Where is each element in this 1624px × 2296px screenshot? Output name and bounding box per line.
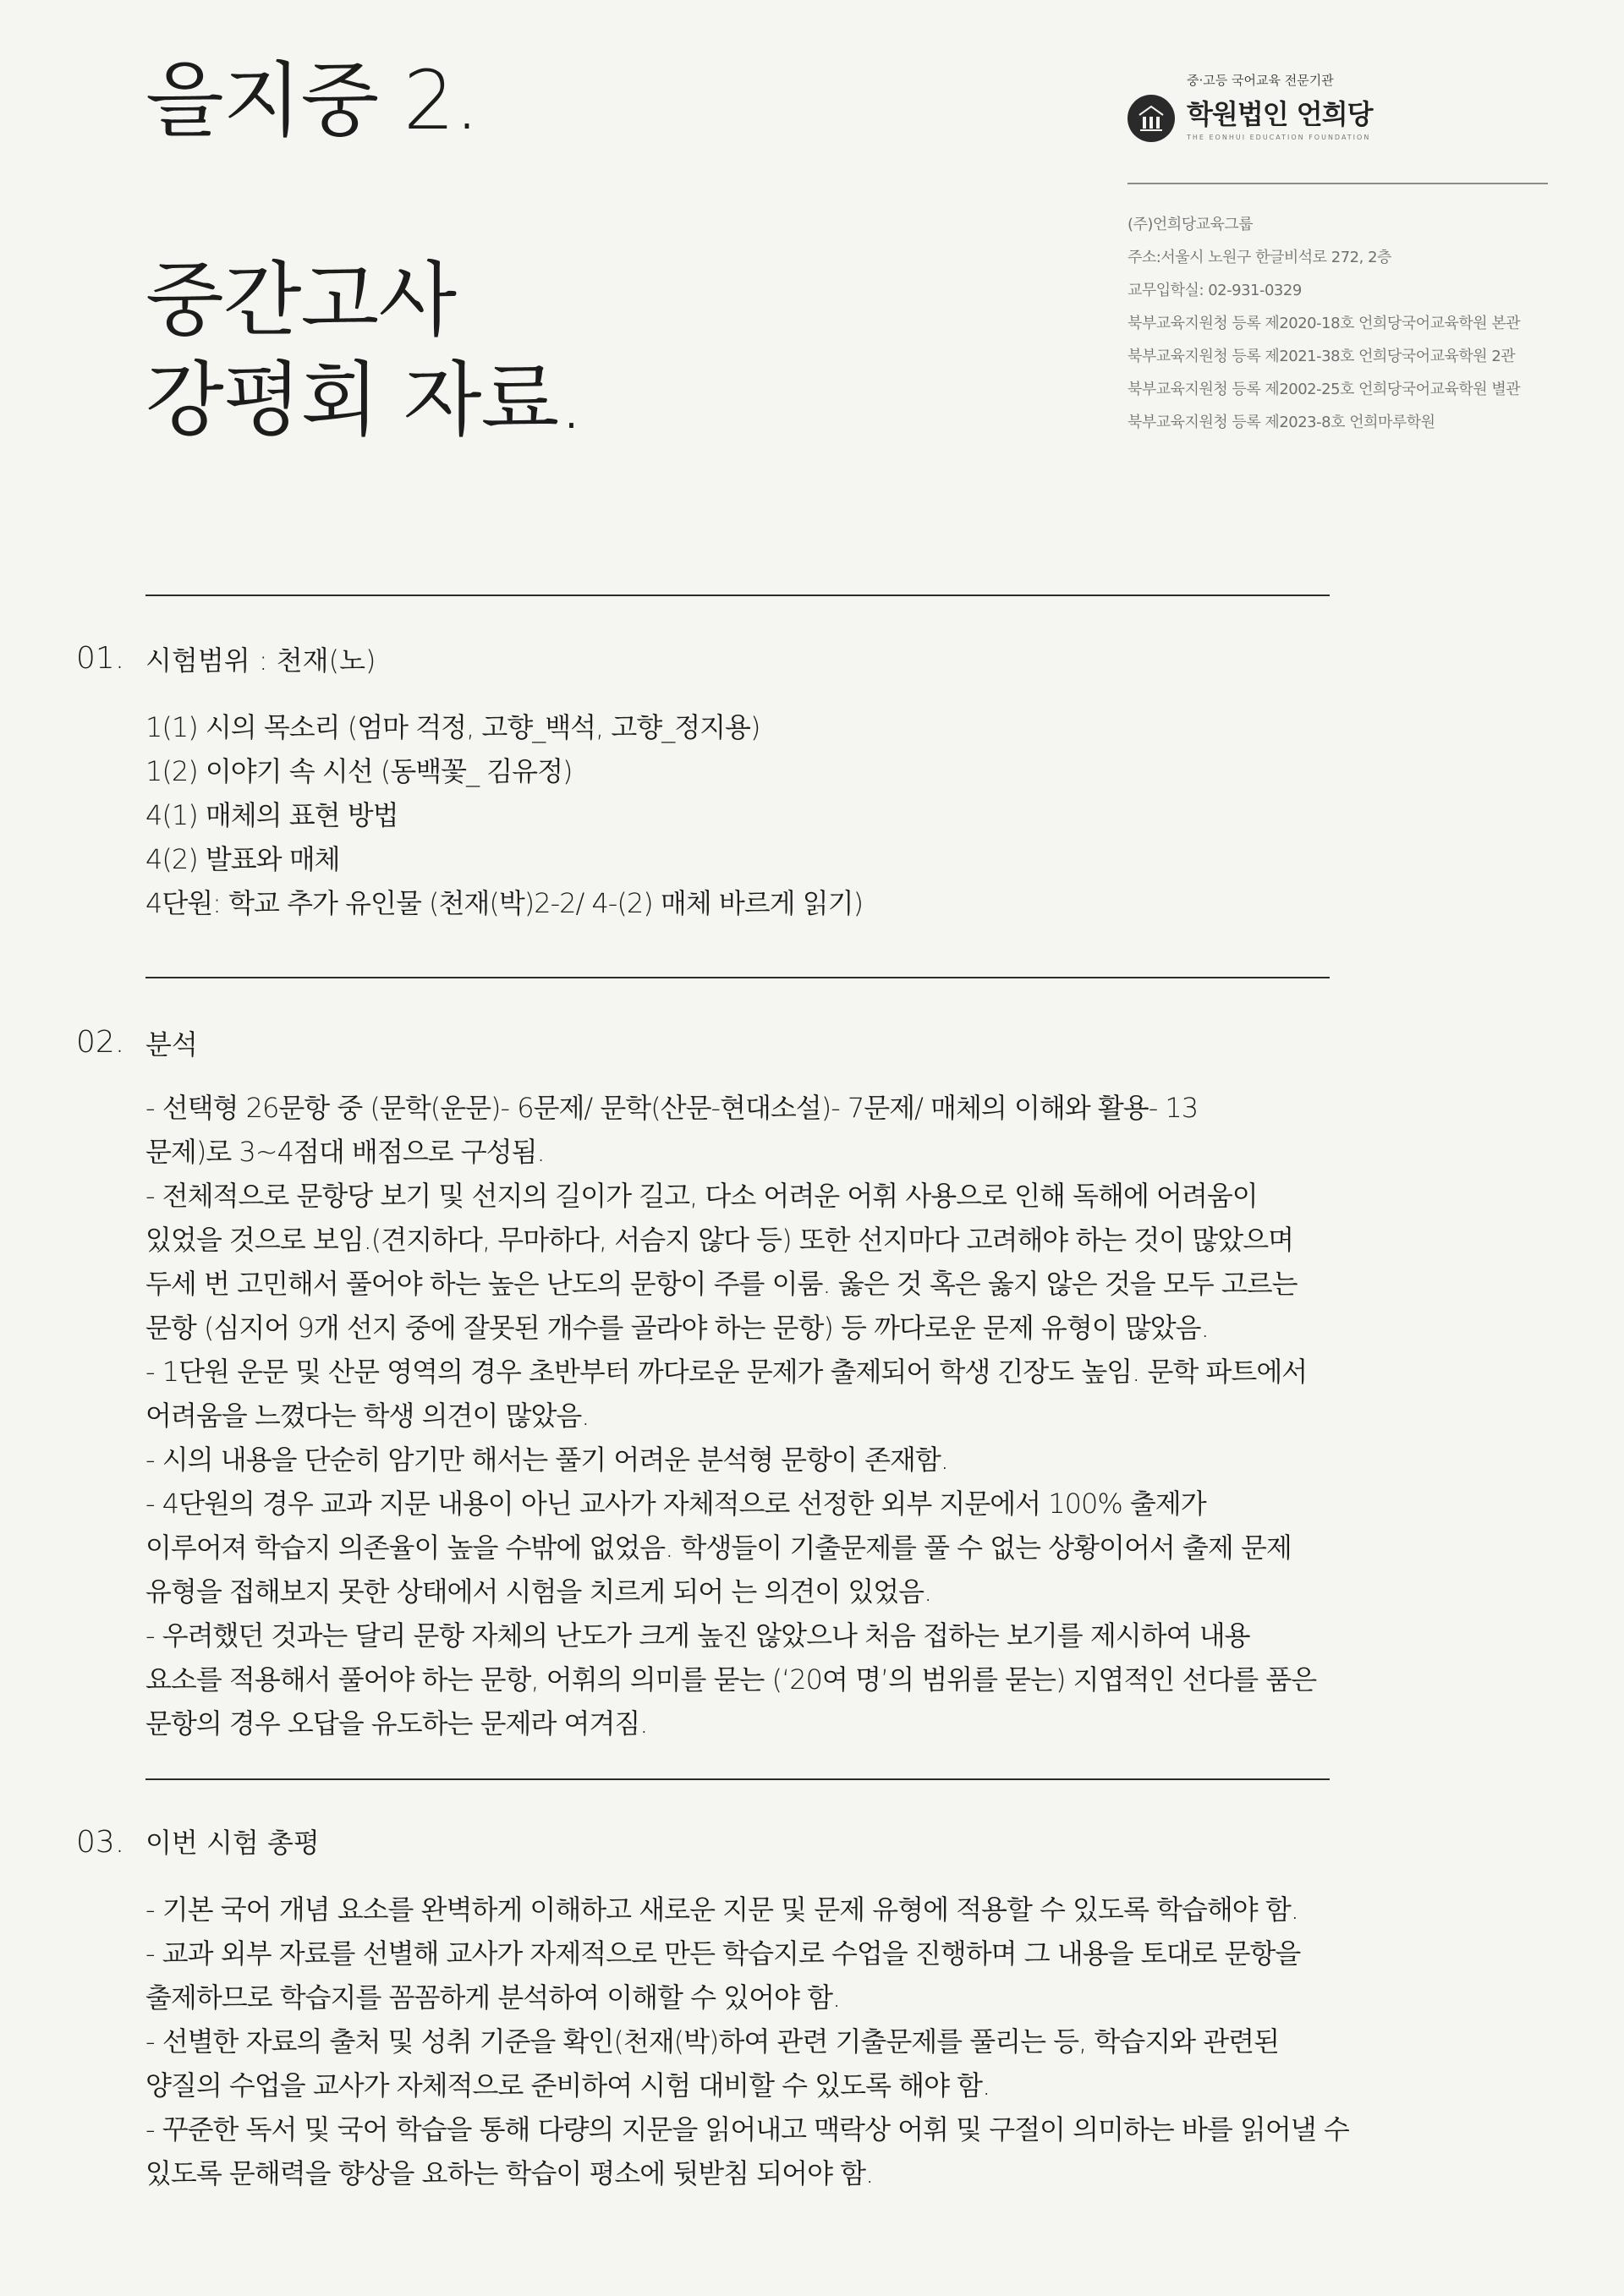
school-emblem-icon bbox=[1127, 95, 1175, 142]
section-number: 03. bbox=[76, 1825, 125, 1860]
list-item: - 선별한 자료의 출처 및 성취 기준을 확인(천재(박)하여 관련 기출문제를 풀리는 등, 학습지와 관련된 bbox=[145, 2025, 1279, 2058]
list-item: - 전체적으로 문항당 보기 및 선지의 길이가 길고, 다소 어려운 어휘 사용으로 인해 독해에 어려움이 bbox=[145, 1180, 1258, 1212]
logo-name: 학원법인 언희당 bbox=[1187, 98, 1373, 130]
list-item: 문항 (심지어 9개 선지 중에 잘못된 개수를 골라야 하는 문항) 등 까다로운 문제 유형이 많았음. bbox=[145, 1312, 1209, 1344]
section-divider bbox=[145, 977, 1330, 978]
list-item: 1(1) 시의 목소리 (엄마 걱정, 고향_백석, 고향_정지용) bbox=[145, 711, 760, 743]
section-number: 02. bbox=[76, 1025, 125, 1060]
emblem-building-icon bbox=[1134, 101, 1168, 135]
section-number: 01. bbox=[76, 641, 125, 676]
logo-subtitle: THE EONHUI EDUCATION FOUNDATION bbox=[1187, 134, 1371, 141]
info-line: 교무입학실: 02-931-0329 bbox=[1127, 282, 1302, 299]
info-line: 북부교육지원청 등록 제2002-25호 언희당국어교육학원 별관 bbox=[1127, 381, 1521, 398]
title-line-3: 강평회 자료. bbox=[145, 353, 584, 447]
exam-scope-list bbox=[145, 705, 1380, 925]
list-item: 양질의 수업을 교사가 자체적으로 준비하여 시험 대비할 수 있도록 해야 함. bbox=[145, 2069, 990, 2101]
list-item: 이루어져 학습지 의존율이 높을 수밖에 없었음. 학생들이 기출문제를 풀 수 없는 상황이어서 출제 문제 bbox=[145, 1532, 1292, 1564]
list-item: - 기본 국어 개념 요소를 완벽하게 이해하고 새로운 지문 및 문제 유형에 적용할 수 있도록 학습해야 함. bbox=[145, 1893, 1298, 1926]
list-item: 1(2) 이야기 속 시선 (동백꽃_ 김유정) bbox=[145, 755, 573, 787]
list-item: - 교과 외부 자료를 선별해 교사가 자제적으로 만든 학습지로 수업을 진행하며 그 내용을 토대로 문항을 bbox=[145, 1937, 1301, 1970]
list-item: 어려움을 느꼈다는 학생 의견이 많았음. bbox=[145, 1400, 590, 1432]
section-title: 분석 bbox=[145, 1028, 198, 1060]
list-item: 있도록 문해력을 향상을 요하는 학습이 평소에 뒷받침 되어야 함. bbox=[145, 2157, 874, 2189]
analysis-list bbox=[145, 1086, 1380, 1745]
section-divider bbox=[145, 1778, 1330, 1780]
list-item: 문항의 경우 오답을 유도하는 문제라 여겨짐. bbox=[145, 1707, 648, 1740]
info-line: 북부교육지원청 등록 제2021-38호 언희당국어교육학원 2관 bbox=[1127, 348, 1516, 365]
list-item: 두세 번 고민해서 풀어야 하는 높은 난도의 문항이 주를 이룸. 옳은 것 혹은 옳지 않은 것을 모두 고르는 bbox=[145, 1268, 1298, 1300]
company-info bbox=[1127, 208, 1601, 439]
list-item: 요소를 적용해서 풀어야 하는 문항, 어휘의 의미를 묻는 (‘20여 명’의 범위를 묻는) 지엽적인 선다를 품은 bbox=[145, 1663, 1317, 1696]
info-line: 북부교육지원청 등록 제2023-8호 언희마루학원 bbox=[1127, 414, 1435, 431]
summary-list bbox=[145, 1888, 1380, 2195]
section-title: 이번 시험 총평 bbox=[145, 1827, 320, 1859]
list-item: - 선택형 26문항 중 (문학(운문)- 6문제/ 문학(산문-현대소설)- 7문제/ 매체의 이해와 활용- 13 bbox=[145, 1092, 1199, 1124]
list-item: 4단원: 학교 추가 유인물 (천재(박)2-2/ 4-(2) 매체 바르게 읽기) bbox=[145, 887, 864, 919]
academy-logo bbox=[1127, 71, 1415, 149]
section-divider bbox=[145, 595, 1330, 596]
list-item: 4(2) 발표와 매체 bbox=[145, 843, 340, 875]
list-item: - 1단원 운문 및 산문 영역의 경우 초반부터 까다로운 문제가 출제되어 학생 긴장도 높임. 문학 파트에서 bbox=[145, 1356, 1308, 1388]
list-item: - 꾸준한 독서 및 국어 학습을 통해 다량의 지문을 읽어내고 맥락상 어휘 및 구절이 의미하는 바를 읽어낼 수 bbox=[145, 2113, 1349, 2145]
list-item: - 시의 내용을 단순히 암기만 해서는 풀기 어려운 분석형 문항이 존재함. bbox=[145, 1444, 948, 1476]
list-item: 유형을 접해보지 못한 상태에서 시험을 치르게 되어 는 의견이 있었음. bbox=[145, 1575, 932, 1608]
list-item: 출제하므로 학습지를 꼼꼼하게 분석하여 이해할 수 있어야 함. bbox=[145, 1981, 841, 2014]
info-line: (주)언희당교육그룹 bbox=[1127, 216, 1254, 233]
list-item: - 우려했던 것과는 달리 문항 자체의 난도가 크게 높진 않았으나 처음 접하는 보기를 제시하여 내용 bbox=[145, 1619, 1250, 1652]
info-line: 주소:서울시 노원구 한글비석로 272, 2층 bbox=[1127, 249, 1391, 266]
list-item: - 4단원의 경우 교과 지문 내용이 아닌 교사가 자체적으로 선정한 외부 지문에서 100% 출제가 bbox=[145, 1488, 1206, 1520]
list-item: 문제)로 3~4점대 배점으로 구성됨. bbox=[145, 1136, 545, 1168]
list-item: 있었을 것으로 보임.(견지하다, 무마하다, 서슴지 않다 등) 또한 선지마다 고려해야 하는 것이 많았으며 bbox=[145, 1224, 1294, 1256]
title-line-2: 중간고사 bbox=[145, 253, 456, 348]
title-line-1: 을지중 2. bbox=[145, 53, 480, 148]
section-title: 시험범위 : 천재(노) bbox=[145, 644, 376, 677]
info-divider bbox=[1127, 183, 1548, 184]
logo-tagline: 중·고등 국어교육 전문기관 bbox=[1187, 73, 1334, 88]
page-title bbox=[145, 51, 1076, 450]
list-item: 4(1) 매체의 표현 방법 bbox=[145, 799, 398, 831]
info-line: 북부교육지원청 등록 제2020-18호 언희당국어교육학원 본관 bbox=[1127, 315, 1521, 332]
